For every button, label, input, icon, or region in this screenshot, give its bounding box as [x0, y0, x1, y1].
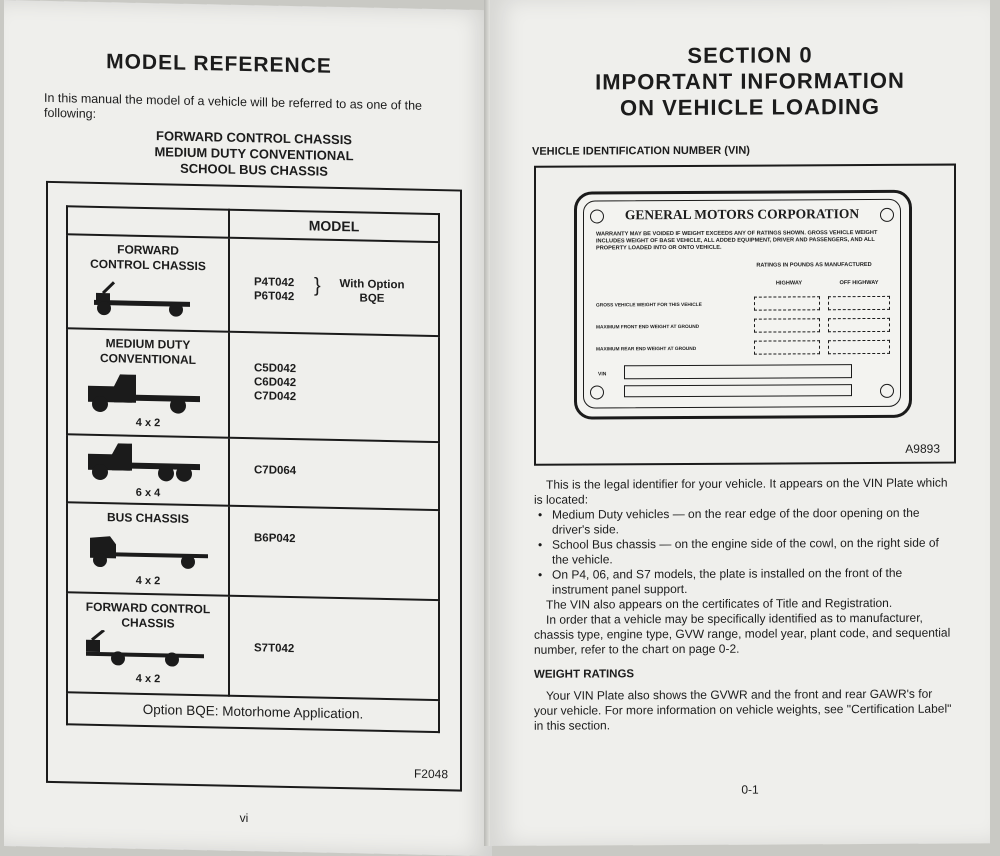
plate-row-label: MAXIMUM FRONT END WEIGHT AT GROUND [596, 324, 700, 331]
brace-icon: } [314, 274, 321, 297]
table-row [67, 592, 439, 700]
chassis-type-item: FORWARD CONTROL CHASSIS [156, 128, 352, 148]
model-table-frame [46, 181, 462, 792]
plate-company: GENERAL MOTORS CORPORATION [624, 206, 860, 223]
vin-heading: VEHICLE IDENTIFICATION NUMBER (VIN) [532, 144, 750, 158]
row-label: BUS CHASSIS [106, 510, 189, 526]
table-row [67, 234, 439, 336]
list-item: • School Bus chassis — on the engine side of the cowl, on the right side of the vehicle. [538, 536, 954, 568]
plate-col-highway: HIGHWAY [775, 280, 803, 287]
chassis-type-list [64, 126, 444, 182]
plate-ratings-heading: RATINGS IN POUNDS AS MANUFACTURED [756, 262, 872, 269]
list-item: • On P4, 06, and S7 models, the plate is installed on the front of the instrument panel support. [538, 566, 954, 598]
row-label: FORWARD CONTROL CHASSIS [85, 599, 211, 631]
row-label: MEDIUM DUTY CONVENTIONAL [100, 336, 196, 368]
paragraph: Your VIN Plate also shows the GVWR and the front and rear GAWR's for your vehicle. For more information on vehicle weights, see "Certification Label" in this section. [534, 686, 952, 733]
model-table [66, 205, 440, 733]
body-content [534, 476, 954, 734]
plate-field [828, 318, 890, 332]
option-note-line: With Option [339, 278, 405, 292]
page-number: 0-1 [741, 782, 759, 797]
drive-ratio: 4 x 2 [135, 672, 161, 686]
paragraph: The VIN also appears on the certificates of Title and Registration. [546, 595, 893, 612]
figure-code: F2048 [413, 766, 448, 782]
plate-row-label: MAXIMUM REAR END WEIGHT AT GROUND [596, 346, 697, 353]
medium-duty-truck-icon [84, 370, 204, 419]
plate-col-off-highway: OFF HIGHWAY [839, 279, 879, 287]
table-row [67, 434, 439, 510]
paragraph: This is the legal identifier for your vehicle. It appears on the VIN Plate which is located: [534, 475, 948, 507]
option-footnote: Option BQE: Motorhome Application. [67, 692, 439, 732]
tandem-axle-truck-icon [84, 440, 204, 487]
forward-control-chassis-4x2-icon [80, 630, 210, 673]
page-number: vi [239, 810, 249, 826]
vin-figure-box [534, 164, 956, 466]
plate-field [754, 318, 820, 332]
model-reference-title: MODEL REFERENCE [106, 50, 332, 78]
section-heading [530, 41, 970, 121]
forward-control-chassis-icon [88, 280, 198, 322]
model-code: B6P042 [254, 532, 296, 546]
model-code: P4T042 [254, 276, 295, 290]
section-title-line: IMPORTANT INFORMATION [595, 67, 905, 95]
chassis-type-item: SCHOOL BUS CHASSIS [180, 160, 328, 179]
plate-field [828, 340, 890, 354]
drive-ratio: 6 x 4 [135, 486, 161, 500]
bus-chassis-icon [84, 530, 214, 573]
paragraph: In order that a vehicle may be specifically identified as to manufacturer, chassis type, engine type, GVW range, model year, plant code, and sequential number, refer to the chart on page 0-2. [534, 610, 951, 657]
left-page [4, 0, 492, 856]
model-code: P6T042 [254, 290, 295, 304]
intro-text: In this manual the model of a vehicle will be referred to as one of the following: [44, 90, 422, 121]
drive-ratio: 4 x 2 [135, 574, 161, 588]
model-code: C6D042 [254, 376, 297, 390]
rivet-hole-icon [880, 384, 894, 398]
table-row [67, 328, 439, 442]
weight-ratings-heading: WEIGHT RATINGS [534, 668, 635, 681]
rivet-hole-icon [880, 208, 894, 222]
option-note [332, 277, 412, 307]
plate-vin-field [624, 384, 852, 397]
table-row [67, 502, 439, 600]
vin-plate [574, 190, 912, 420]
model-code: C7D042 [254, 390, 297, 404]
plate-vin-field [624, 364, 852, 379]
model-codes [254, 275, 294, 304]
model-code: C7D064 [254, 464, 297, 478]
plate-field [828, 296, 890, 310]
model-code: C5D042 [254, 362, 297, 376]
plate-row-label: VIN [598, 371, 607, 378]
rivet-hole-icon [590, 385, 604, 399]
section-title-line: ON VEHICLE LOADING [619, 93, 880, 121]
drive-ratio: 4 x 2 [135, 416, 161, 430]
plate-field [754, 296, 820, 310]
plate-warranty: WARRANTY MAY BE VOIDED IF WEIGHT EXCEEDS ANY OF RATINGS SHOWN. GROSS VEHICLE WEIGHT INCLUDES WEIGHT OF BASE VEHICLE, ALL ADDED EQUIPMENT, DRIVER AND PASSENGERS, AND ALL PROPERTY LOADED INTO OR ONTO VEHICLE. [596, 229, 878, 252]
model-code: S7T042 [254, 642, 295, 656]
model-column-header: MODEL [229, 210, 439, 242]
right-page [490, 0, 990, 846]
row-label: FORWARD CONTROL CHASSIS [90, 242, 206, 274]
option-note-line: BQE [359, 292, 385, 305]
list-item: • Medium Duty vehicles — on the rear edge of the door opening on the driver's side. [538, 506, 954, 538]
figure-code: A9893 [905, 441, 940, 456]
plate-row-label: GROSS VEHICLE WEIGHT FOR THIS VEHICLE [596, 302, 702, 309]
section-number: SECTION 0 [687, 42, 813, 68]
plate-field [754, 340, 820, 354]
chassis-type-item: MEDIUM DUTY CONVENTIONAL [154, 144, 354, 164]
model-codes [254, 361, 296, 404]
rivet-hole-icon [590, 209, 604, 223]
